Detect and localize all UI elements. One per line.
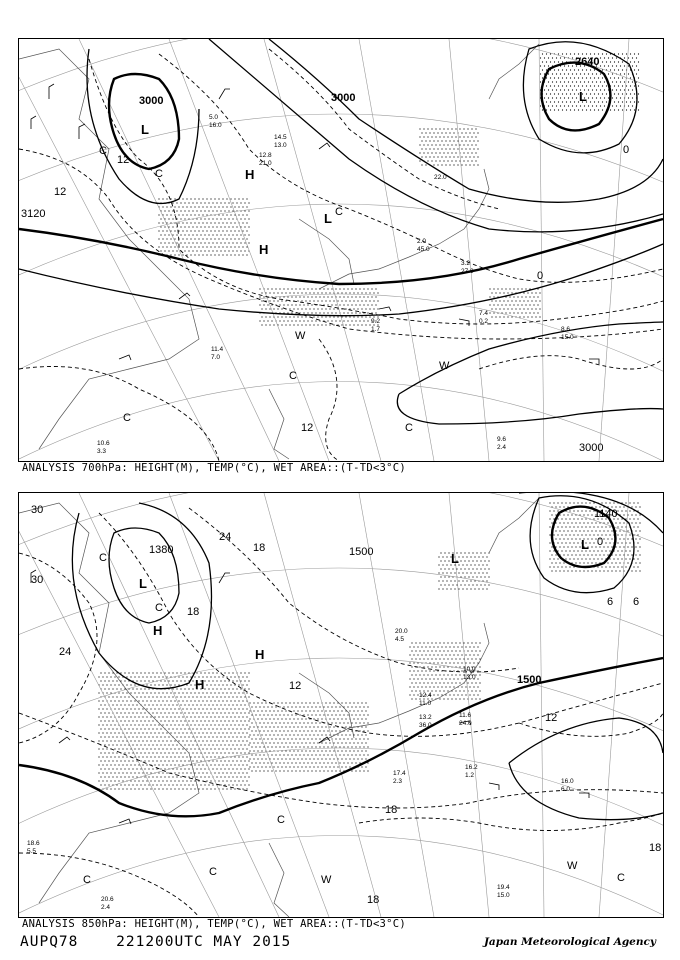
high-center: H: [195, 677, 205, 692]
station-value: 15.0: [497, 892, 510, 899]
isotherm-label: 18: [385, 804, 398, 816]
station-value: 8.6: [561, 326, 571, 333]
height-contours-850: [19, 493, 663, 820]
low-center: L: [324, 211, 332, 226]
station-value: 6.0: [561, 786, 571, 793]
map-700hpa: [18, 38, 664, 462]
contour-label: 3120: [21, 208, 46, 220]
isotherm-label: 0: [537, 270, 544, 282]
bulletin-code: AUPQ78: [20, 934, 79, 950]
station-value: 21.0: [259, 160, 272, 167]
isotherm-label: 12: [117, 154, 130, 166]
isotherm-label: 12: [301, 422, 314, 434]
cold-mark: C: [617, 872, 625, 884]
cold-mark: C: [209, 866, 217, 878]
station-value: 2.0: [417, 238, 427, 245]
isotherm-label: 24: [59, 646, 72, 658]
low-center: L: [581, 537, 589, 552]
station-value: 20.6: [101, 896, 114, 903]
isotherm-label: 6: [633, 596, 640, 608]
station-value: 15.0: [561, 334, 574, 341]
station-value: 7.4: [479, 310, 489, 317]
contour-label: 2640: [575, 56, 600, 68]
station-value: 11.4: [211, 346, 224, 353]
warm-mark: W: [439, 360, 450, 372]
isotherm-label: 18: [367, 894, 380, 906]
isotherm-label: 12: [545, 712, 558, 724]
station-value: 13.2: [419, 714, 432, 721]
warm-mark: W: [567, 860, 578, 872]
station-value: 45.0: [417, 246, 430, 253]
station-value: 3.2: [461, 260, 471, 267]
station-value: 27.0: [461, 268, 474, 275]
cold-mark: C: [335, 206, 343, 218]
station-value: 10.6: [97, 440, 110, 447]
station-value: 16.0: [561, 778, 574, 785]
high-center: H: [153, 623, 163, 638]
station-value: 3.3: [97, 448, 107, 455]
station-value: 16.0: [209, 122, 222, 129]
high-center: H: [259, 242, 269, 257]
contour-label: 1500: [349, 546, 374, 558]
cold-mark: C: [289, 370, 297, 382]
low-center: L: [579, 89, 587, 104]
station-value: 2.3: [393, 778, 403, 785]
station-value: 14.5: [274, 134, 287, 141]
station-value: 11.6: [459, 712, 472, 719]
isotherm-label: 18: [187, 606, 200, 618]
station-value: 11.0: [419, 700, 432, 707]
contour-label: 3000: [331, 92, 356, 104]
contour-label: 3000: [139, 95, 164, 107]
agency-name: Japan Meteorological Agency: [483, 936, 656, 948]
isotherms-700: [19, 49, 663, 461]
isotherm-label: 18: [253, 542, 266, 554]
station-value: 5.0: [209, 114, 219, 121]
cold-mark: C: [123, 412, 131, 424]
station-value: 19.4: [497, 884, 510, 891]
caption-850hpa: ANALYSIS 850hPa: HEIGHT(M), TEMP(°C), WET AREA::(T-TD<3°C): [22, 918, 407, 930]
chart-identifier: [20, 934, 319, 950]
station-value: 5.5: [27, 848, 37, 855]
wet-area-700: [158, 53, 639, 325]
station-value: 7.0: [211, 354, 221, 361]
isotherm-label: 24: [219, 531, 232, 543]
isotherm-label: 0: [623, 144, 630, 156]
isotherm-label: 18: [649, 842, 662, 854]
high-center: H: [245, 167, 255, 182]
station-value: 1.2: [465, 772, 475, 779]
station-value: 13.0: [463, 674, 476, 681]
warm-mark: W: [295, 330, 306, 342]
station-value: 12.8: [259, 152, 272, 159]
station-value: 1.7: [371, 326, 381, 333]
isotherm-label: 0: [597, 536, 604, 548]
station-value: 12.4: [419, 692, 432, 699]
isotherms-850: [19, 508, 663, 917]
map-850hpa-canvas: [19, 493, 663, 917]
station-value: 16.2: [465, 764, 478, 771]
contour-label: 1140: [594, 508, 618, 520]
cold-mark: C: [99, 145, 107, 157]
station-value: 0.2: [479, 318, 489, 325]
cold-mark: C: [155, 602, 163, 614]
station-value: 4.5: [395, 636, 405, 643]
low-center: L: [139, 576, 147, 591]
low-center: L: [141, 122, 149, 137]
station-value: 24.0: [459, 720, 472, 727]
station-value: 9.2: [371, 318, 381, 325]
high-center: H: [255, 647, 265, 662]
contour-label: 1500: [517, 674, 542, 686]
station-value: 9.6: [497, 436, 507, 443]
station-value: 2.4: [101, 904, 111, 911]
station-value: 20.0: [395, 628, 408, 635]
station-value: 22.0: [434, 174, 447, 181]
station-value: 13.0: [274, 142, 287, 149]
contour-label: 3000: [579, 442, 604, 454]
caption-700hpa: ANALYSIS 700hPa: HEIGHT(M), TEMP(°C), WET AREA::(T-TD<3°C): [22, 462, 407, 474]
map-700hpa-canvas: [19, 39, 663, 461]
isotherm-label: 6: [607, 596, 614, 608]
warm-mark: W: [321, 874, 332, 886]
isotherm-label: 12: [54, 186, 67, 198]
analysis-datetime: 221200UTC MAY 2015: [116, 934, 292, 950]
map-850hpa: [18, 492, 664, 918]
station-value: 36.0: [419, 722, 432, 729]
low-center: L: [451, 551, 459, 566]
cold-mark: C: [155, 168, 163, 180]
station-value: 18.6: [27, 840, 40, 847]
cold-mark: C: [277, 814, 285, 826]
station-value: 10.0: [463, 666, 476, 673]
cold-mark: C: [83, 874, 91, 886]
station-value: 17.4: [393, 770, 406, 777]
isotherm-label: 30: [31, 504, 44, 516]
cold-mark: C: [99, 552, 107, 564]
isotherm-label: 30: [31, 574, 44, 586]
cold-mark: C: [405, 422, 413, 434]
coastline-700: [19, 44, 539, 459]
contour-label: 1380: [149, 544, 174, 556]
station-value: 2.4: [497, 444, 507, 451]
isotherm-label: 12: [289, 680, 302, 692]
